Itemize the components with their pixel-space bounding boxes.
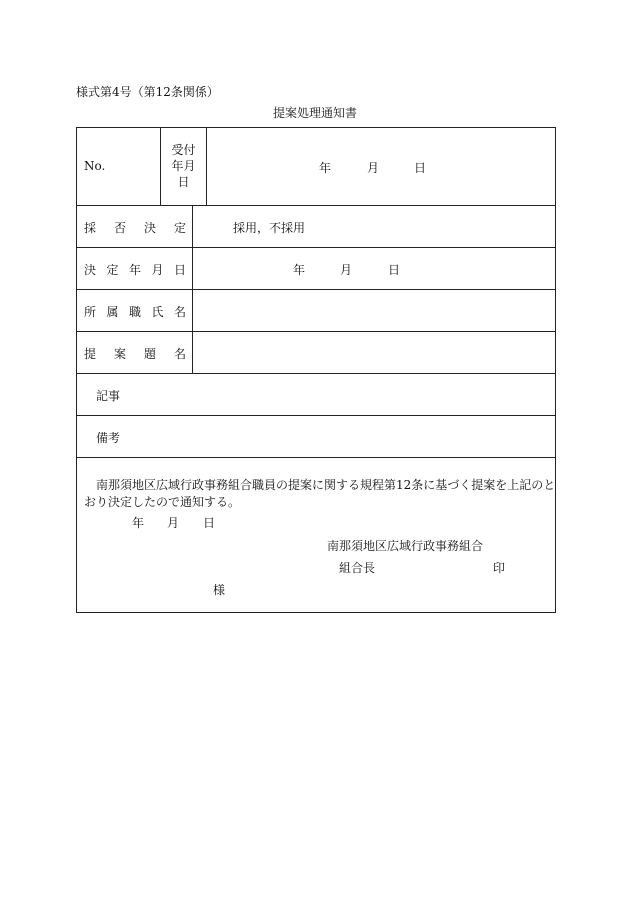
form-table — [76, 127, 556, 613]
honorific: 様 — [213, 583, 226, 597]
notes-label: 記事 — [96, 389, 121, 403]
row-divider — [77, 373, 555, 374]
head-title: 組合長 — [339, 561, 376, 575]
notice-line-1: 南那須地区広域行政事務組合職員の提案に関する規程第12条に基づく提案を上記のと — [96, 478, 556, 492]
notice-year: 年 — [132, 516, 145, 530]
affiliation-label: 所 属 職 氏 名 — [84, 305, 186, 319]
form-number: 様式第4号（第12条関係） — [76, 85, 219, 99]
notice-line-2: おり決定したので通知する。 — [84, 495, 241, 509]
row-divider — [77, 331, 555, 332]
remarks-label: 備考 — [96, 431, 121, 445]
adoption-value: 採用，不採用 — [233, 221, 306, 235]
seal-mark: 印 — [493, 561, 506, 575]
received-day: 日 — [414, 161, 427, 175]
column-divider — [192, 205, 193, 373]
received-date-label: 受付 年月 日 — [171, 143, 196, 189]
notice-day: 日 — [203, 516, 216, 530]
decision-month: 月 — [340, 263, 353, 277]
organization-name: 南那須地区広域行政事務組合 — [327, 539, 484, 553]
received-month: 月 — [367, 161, 380, 175]
column-divider — [206, 128, 207, 205]
decision-day: 日 — [388, 263, 401, 277]
row-divider — [77, 289, 555, 290]
document-title: 提案処理通知書 — [272, 106, 357, 120]
adoption-label: 採 否 決 定 — [84, 221, 186, 235]
row-divider — [77, 205, 555, 206]
row-divider — [77, 247, 555, 248]
no-label: No. — [84, 159, 106, 173]
notice-month: 月 — [167, 516, 180, 530]
row-divider — [77, 457, 555, 458]
received-year: 年 — [319, 161, 332, 175]
proposal-title-label: 提 案 題 名 — [84, 347, 186, 361]
row-divider — [77, 415, 555, 416]
decision-date-label: 決 定 年 月 日 — [84, 263, 186, 277]
decision-year: 年 — [293, 263, 306, 277]
